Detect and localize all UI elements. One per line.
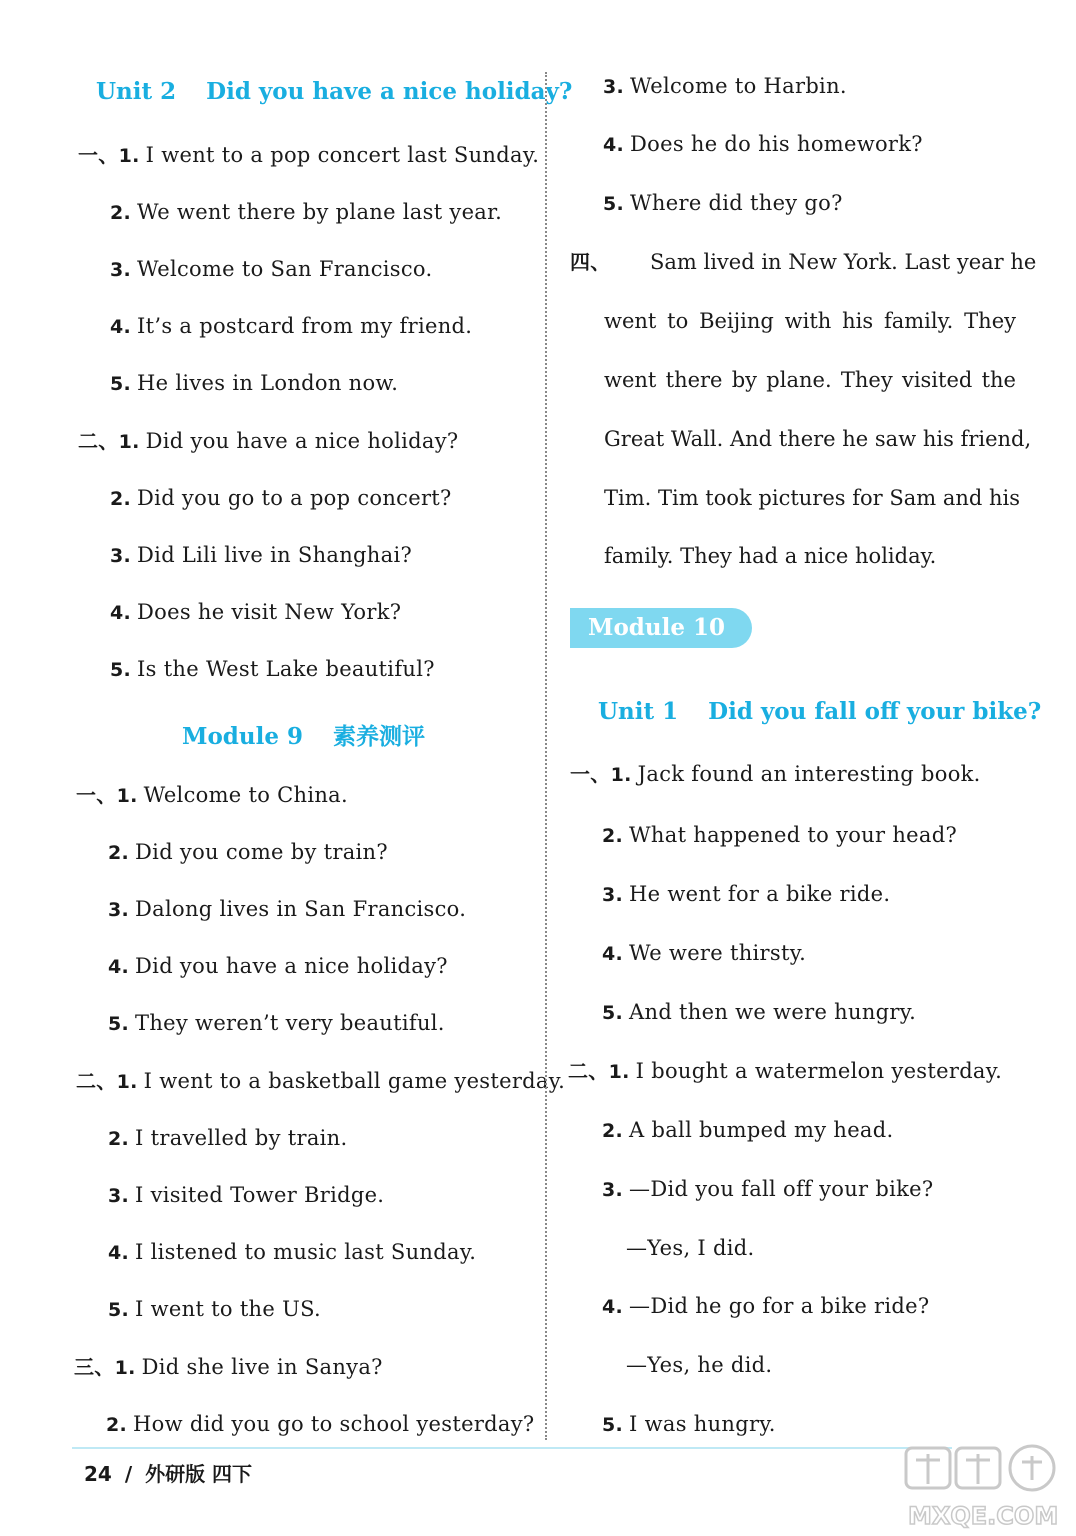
list-item: 5. And then we were hungry. (602, 1000, 917, 1024)
column-divider (545, 72, 547, 1440)
page-number: 24 (84, 1462, 112, 1486)
list-item: 一、1. Welcome to China. (76, 783, 348, 807)
list-item: 三、1. Did she live in Sanya? (74, 1355, 383, 1379)
list-item: 4. Does he visit New York? (110, 600, 402, 624)
list-item: 3. He went for a bike ride. (602, 882, 891, 906)
list-item: 4. I listened to music last Sunday. (108, 1240, 477, 1264)
section-marker: 二、 (78, 429, 119, 453)
list-item: 3. Welcome to Harbin. (603, 74, 847, 98)
list-item: 2. I travelled by train. (108, 1126, 348, 1150)
list-item: 4. We were thirsty. (602, 941, 807, 965)
module10-badge: Module 10 (570, 608, 752, 648)
list-item: 4. —Did he go for a bike ride? (602, 1294, 930, 1318)
footer-rule (72, 1447, 952, 1449)
list-item: 2. Did you go to a pop concert? (110, 486, 452, 510)
list-item: 2. A ball bumped my head. (602, 1118, 894, 1142)
list-item: 一、1. Jack found an interesting book. (570, 762, 981, 786)
list-item: 3. Welcome to San Francisco. (110, 257, 433, 281)
passage-line: went to Beijing with his family. They (604, 309, 1016, 333)
passage-line: Tim. Tim took pictures for Sam and his (604, 486, 1021, 510)
list-item: 4. Did you have a nice holiday? (108, 954, 448, 978)
module9-label: Module 9 (182, 723, 303, 750)
unit2-label: Unit 2 (96, 78, 177, 105)
section-marker: 四、 (570, 250, 611, 274)
list-item: 2. We went there by plane last year. (110, 200, 503, 224)
list-item: 4. It’s a postcard from my friend. (110, 314, 473, 338)
list-item: 5. I was hungry. (602, 1412, 776, 1436)
list-item: 二、1. I bought a watermelon yesterday. (568, 1059, 1003, 1083)
list-item: 5. I went to the US. (108, 1297, 321, 1321)
watermark-text: MXQE.COM (908, 1502, 1059, 1530)
list-item: 5. Is the West Lake beautiful? (110, 657, 435, 681)
passage-line: went there by plane. They visited the (604, 368, 1016, 392)
unit1-heading (598, 698, 1041, 725)
list-item: 4. Does he do his homework? (603, 132, 923, 156)
list-item: 2. How did you go to school yesterday? (106, 1412, 535, 1436)
passage-line: Sam lived in New York. Last year he (650, 250, 1037, 274)
passage-line: family. They had a nice holiday. (604, 544, 937, 568)
list-item: 2. Did you come by train? (108, 840, 388, 864)
list-item: —Yes, I did. (626, 1236, 755, 1260)
list-item: 3. I visited Tower Bridge. (108, 1183, 385, 1207)
list-item: 5. Where did they go? (603, 191, 843, 215)
section-marker: 二、 (76, 1069, 117, 1093)
list-item: 3. Dalong lives in San Francisco. (108, 897, 467, 921)
book-edition: 外研版 四下 (145, 1462, 253, 1486)
unit2-heading (96, 78, 572, 105)
list-item: 二、1. I went to a basketball game yesterday. (76, 1069, 566, 1093)
section-marker: 三、 (74, 1355, 115, 1379)
list-item: —Yes, he did. (626, 1353, 773, 1377)
section-marker: 一、 (570, 762, 611, 786)
list-item: 一、1. I went to a pop concert last Sunday. (78, 143, 540, 167)
passage-line: Great Wall. And there he saw his friend, (604, 427, 1032, 451)
list-item: 5. He lives in London now. (110, 371, 399, 395)
module9-heading (182, 718, 425, 751)
unit1-label: Unit 1 (598, 698, 679, 725)
module9-title: 素养测评 (333, 723, 425, 750)
page-footer (84, 1458, 252, 1487)
list-item: 二、1. Did you have a nice holiday? (78, 429, 459, 453)
list-item: 5. They weren’t very beautiful. (108, 1011, 445, 1035)
section-marker: 一、 (76, 783, 117, 807)
unit2-title: Did you have a nice holiday? (206, 78, 573, 105)
list-item: 2. What happened to your head? (602, 823, 957, 847)
list-item: 3. Did Lili live in Shanghai? (110, 543, 413, 567)
watermark-logo (900, 1440, 1070, 1532)
list-item: 3. —Did you fall off your bike? (602, 1177, 934, 1201)
unit1-title: Did you fall off your bike? (708, 698, 1042, 725)
section-marker: 二、 (568, 1059, 609, 1083)
section-marker: 一、 (78, 143, 119, 167)
footer-separator: / (124, 1462, 133, 1486)
watermark-icon (900, 1440, 1070, 1532)
